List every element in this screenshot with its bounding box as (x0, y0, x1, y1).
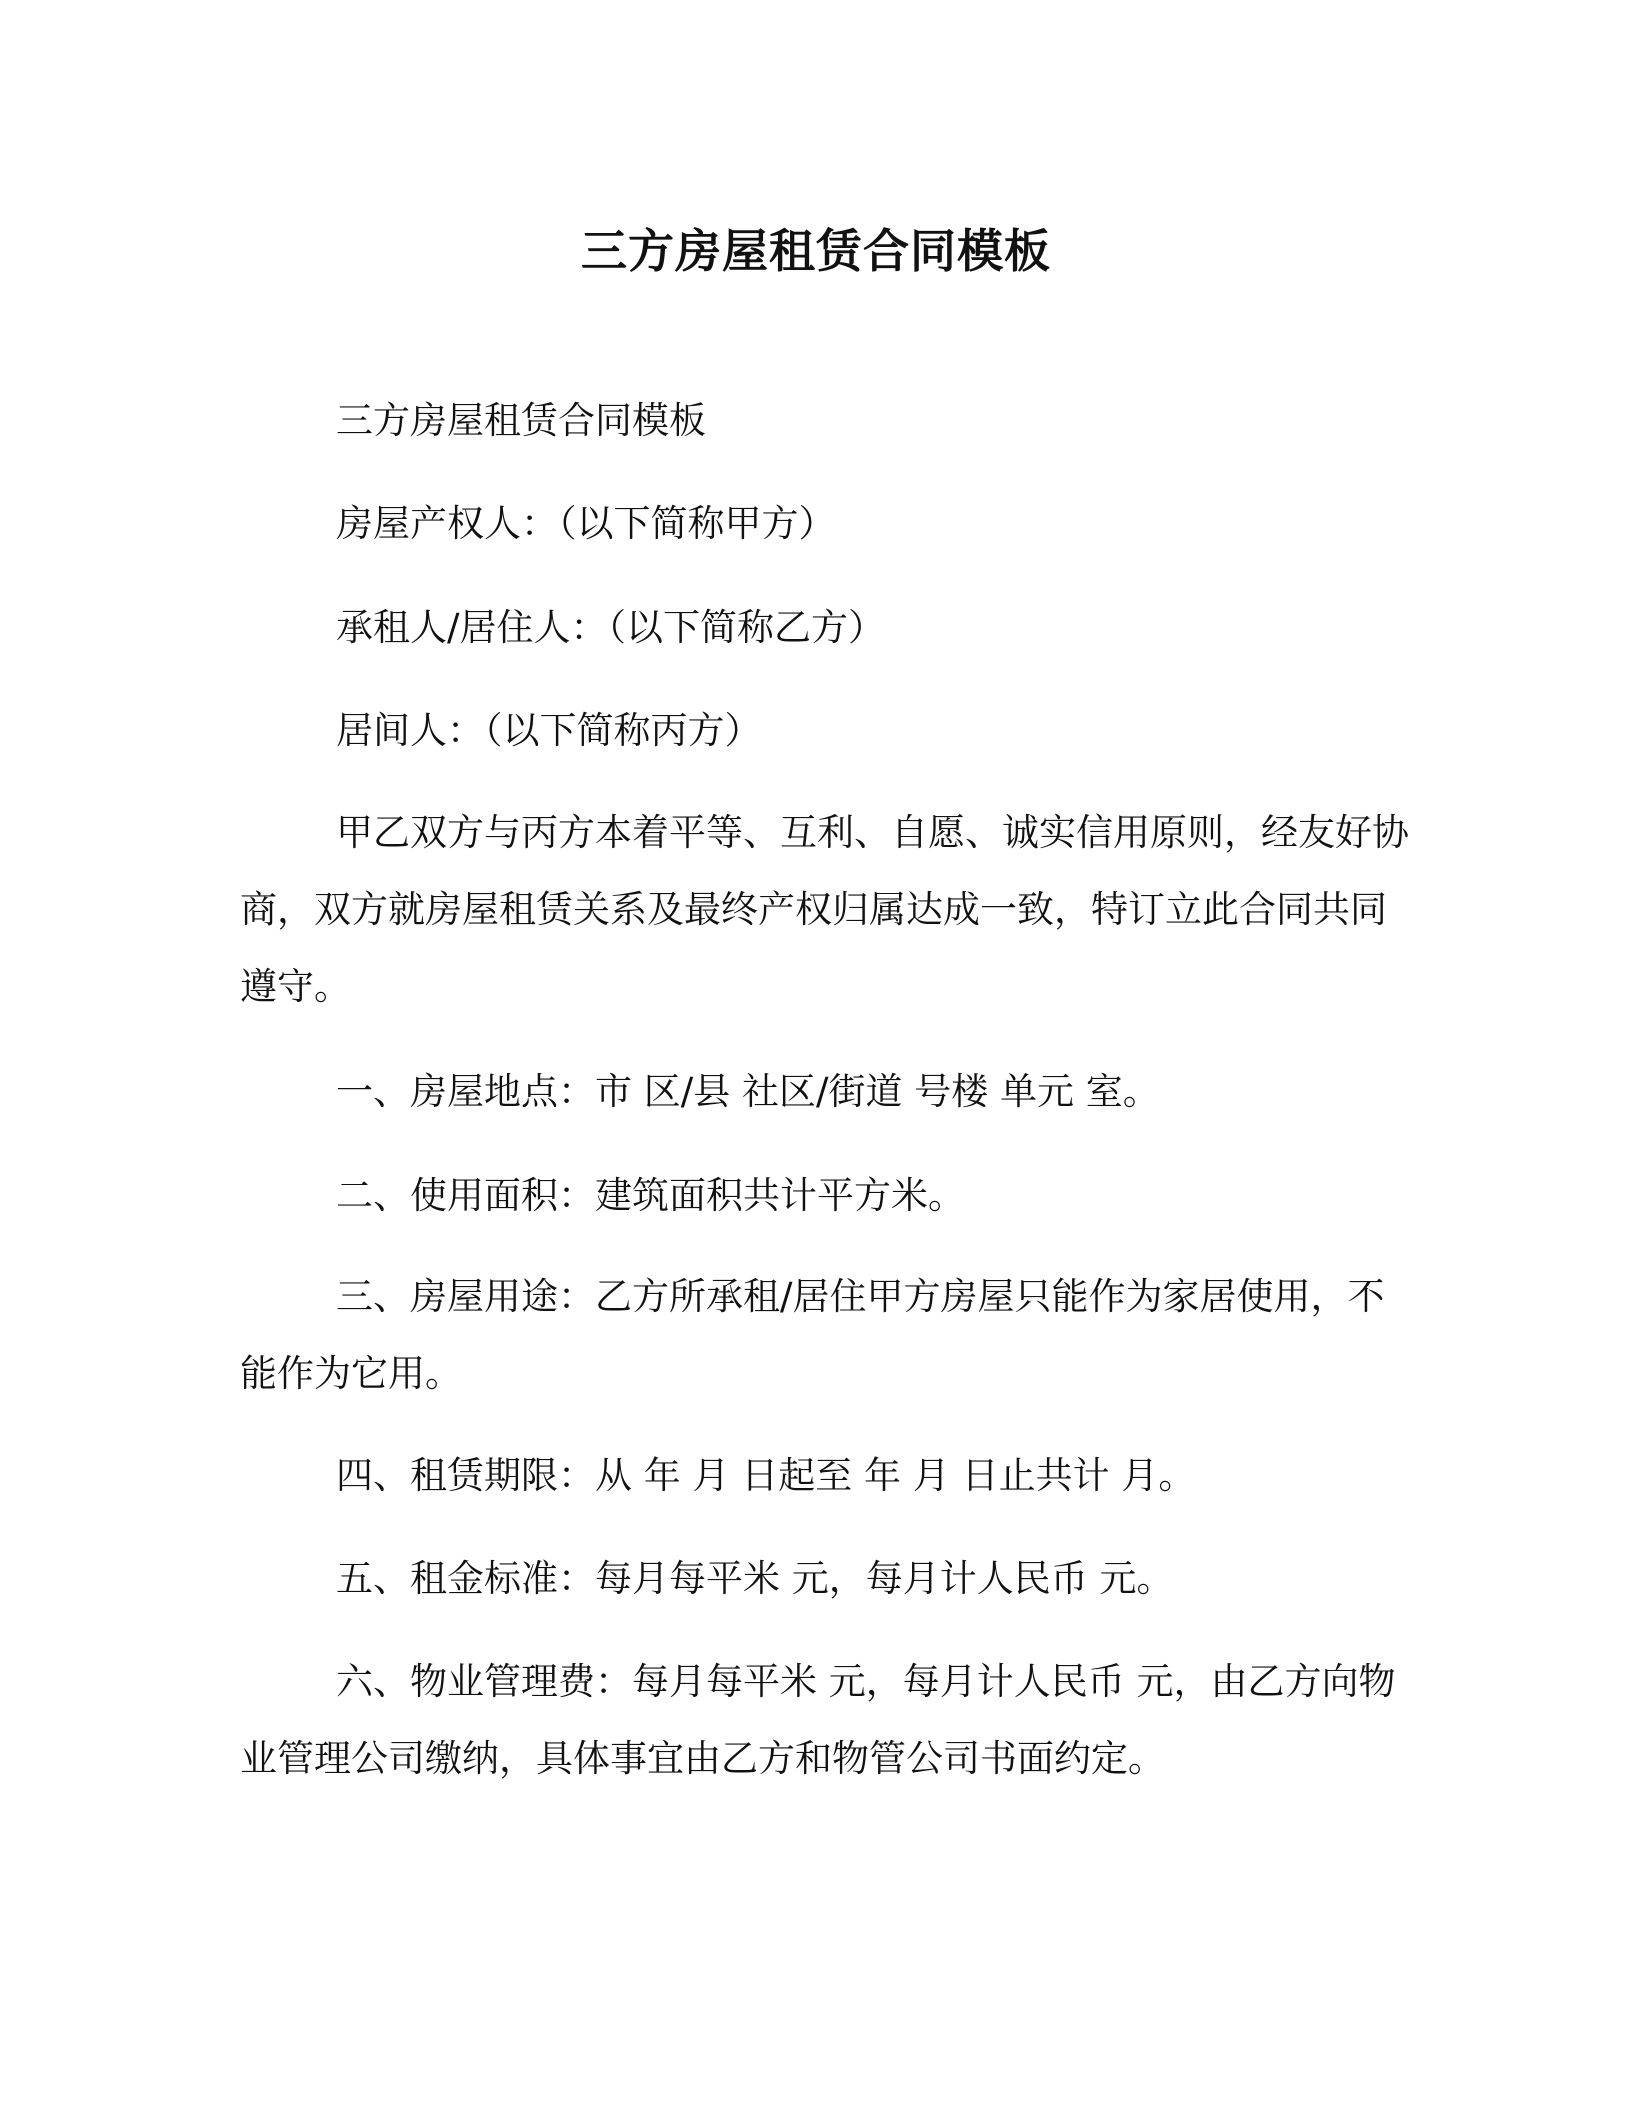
paragraph-clause-2: 二、使用面积：建筑面积共计平方米。 (336, 1174, 965, 1217)
document-title: 三方房屋租赁合同模板 (581, 224, 1051, 278)
paragraph-preamble: 甲乙双方与丙方本着平等、互利、自愿、诚实信用原则，经友好协商，双方就房屋租赁关系及最终产权归属达成一致，特订立此合同共同遵守。 (240, 811, 1409, 1008)
paragraph-clause-4: 四、租赁期限：从 年 月 日起至 年 月 日止共计 月。 (336, 1454, 1196, 1497)
paragraph-subtitle: 三方房屋租赁合同模板 (336, 399, 706, 442)
paragraph-clause-1: 一、房屋地点：市 区/县 社区/街道 号楼 单元 室。 (336, 1070, 1160, 1113)
paragraph-clause-3: 三、房屋用途：乙方所承租/居住甲方房屋只能作为家居使用，不能作为它用。 (240, 1275, 1385, 1395)
paragraph-clause-5: 五、租金标准：每月每平米 元，每月计人民币 元。 (336, 1557, 1174, 1600)
paragraph-party-a: 房屋产权人：（以下简称甲方） (336, 502, 836, 545)
paragraph-party-c: 居间人：（以下简称丙方） (336, 709, 762, 752)
paragraph-clause-6: 六、物业管理费：每月每平米 元，每月计人民币 元，由乙方向物业管理公司缴纳，具体事宜由乙方和物管公司书面约定。 (240, 1660, 1396, 1780)
paragraph-party-b: 承租人/居住人：（以下简称乙方） (336, 606, 885, 649)
